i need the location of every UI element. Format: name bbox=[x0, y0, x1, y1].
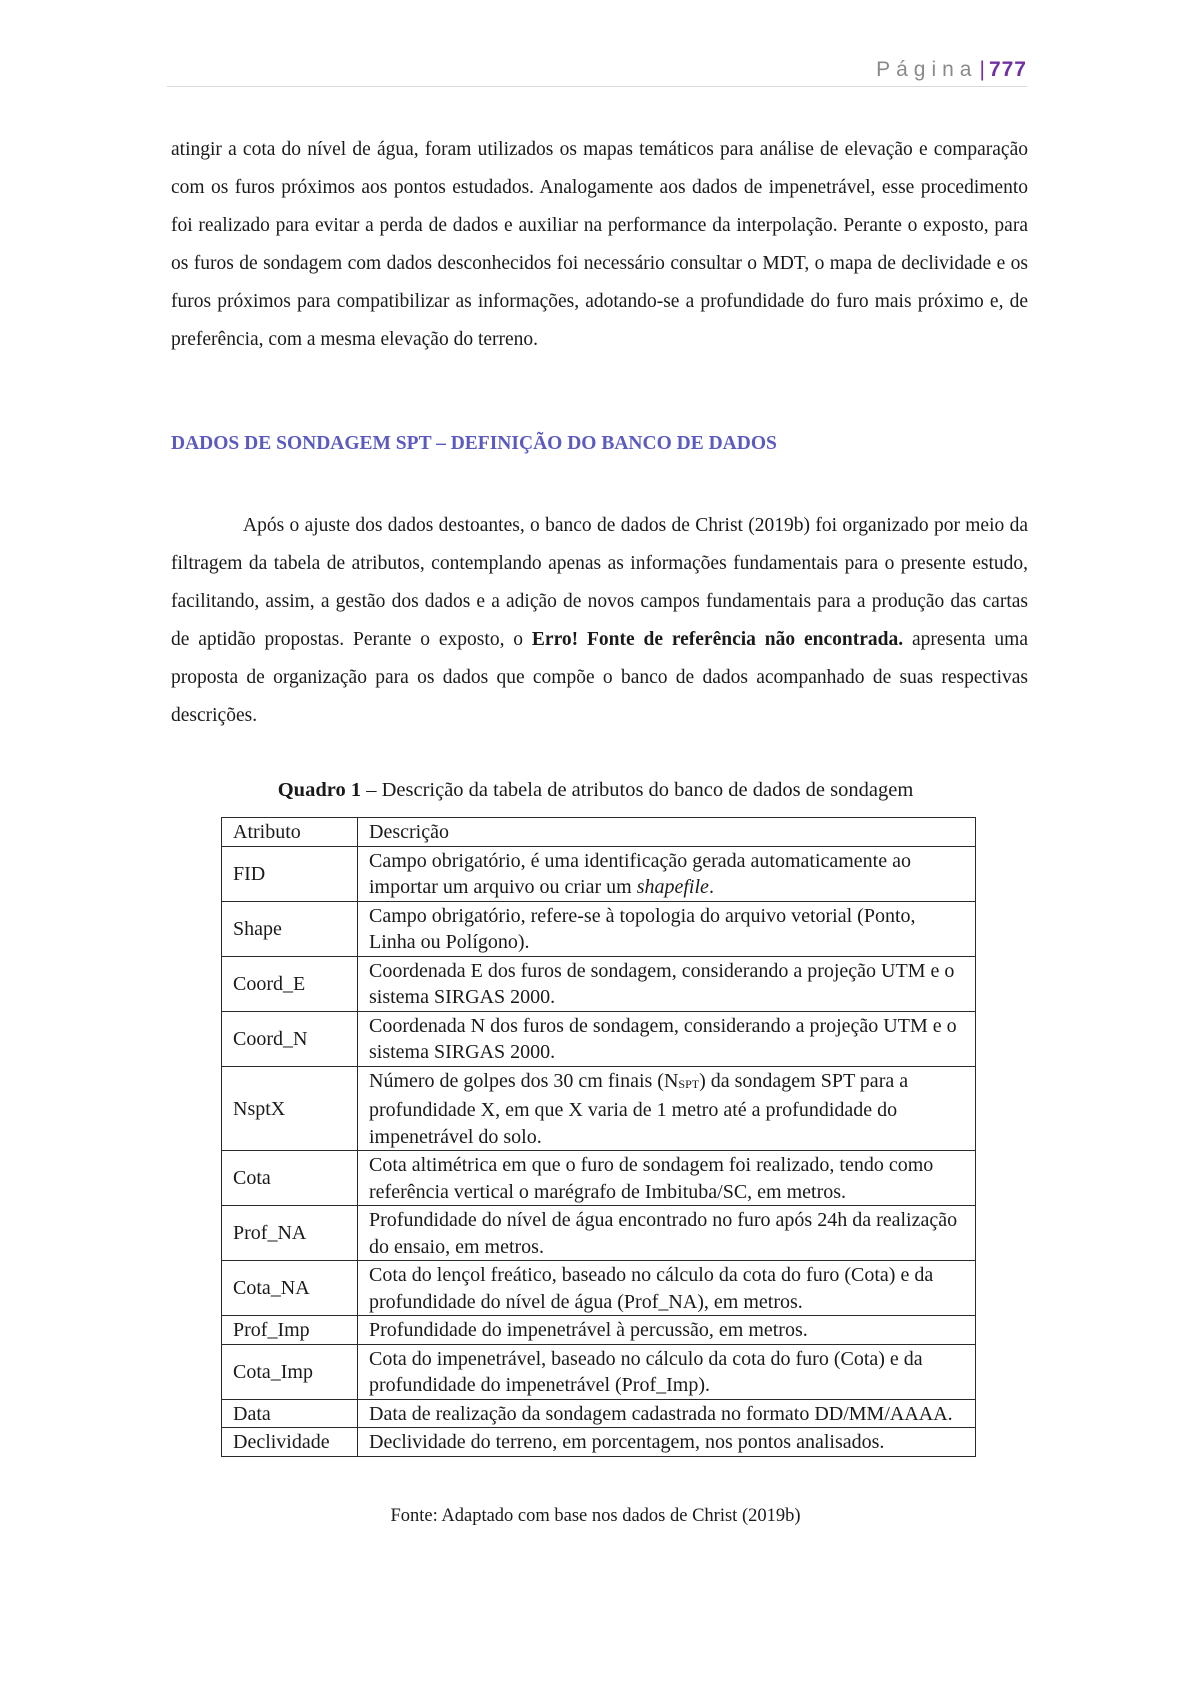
attribute-cell: Data bbox=[222, 1399, 358, 1428]
description-cell bbox=[358, 846, 976, 901]
paragraph-2-text-start: Após o ajuste dos dados destoantes, o banco de dados de Christ (2019b) foi organizado por meio da filtragem da tabela de atributos, contemplando apenas as informações fundamentais para o presente estudo, facilitando, assim, a gestão dos dados e a adição de novos campos fundamentais para a produção das cartas de aptidão propostas. Perante o exposto, o bbox=[171, 515, 1028, 650]
description-cell: Cota do impenetrável, baseado no cálculo da cota do furo (Cota) e da profundidade do impenetrável (Prof_Imp). bbox=[358, 1344, 976, 1399]
attribute-cell: Prof_Imp bbox=[222, 1316, 358, 1345]
attribute-cell: Declividade bbox=[222, 1428, 358, 1457]
paragraph-2 bbox=[171, 507, 1028, 735]
table-header-row bbox=[222, 818, 976, 847]
page-number: 777 bbox=[988, 58, 1027, 81]
attribute-cell: FID bbox=[222, 846, 358, 901]
table-row bbox=[222, 1428, 976, 1457]
caption-text: – Descrição da tabela de atributos do banco de dados de sondagem bbox=[366, 779, 914, 801]
table-row bbox=[222, 1316, 976, 1345]
table-row bbox=[222, 1261, 976, 1316]
attribute-cell: Coord_E bbox=[222, 956, 358, 1011]
description-cell: Coordenada E dos furos de sondagem, considerando a projeção UTM e o sistema SIRGAS 2000. bbox=[358, 956, 976, 1011]
description-cell: Cota do lençol freático, baseado no cálculo da cota do furo (Cota) e da profundidade do nível de água (Prof_NA), em metros. bbox=[358, 1261, 976, 1316]
description-cell: Declividade do terreno, em porcentagem, nos pontos analisados. bbox=[358, 1428, 976, 1457]
description-end: . bbox=[708, 876, 714, 898]
page-header bbox=[167, 58, 1027, 87]
page-label: Página bbox=[876, 58, 978, 81]
description-cell: Data de realização da sondagem cadastrada no formato DD/MM/AAAA. bbox=[358, 1399, 976, 1428]
description-end: ) da sondagem SPT para a profundidade X, em que X varia de 1 metro até a profundidade do impenetrável do solo. bbox=[369, 1069, 909, 1148]
attribute-cell: Coord_N bbox=[222, 1011, 358, 1066]
broken-reference[interactable]: Erro! Fonte de referência não encontrada. bbox=[531, 629, 904, 650]
attribute-cell: Cota_Imp bbox=[222, 1344, 358, 1399]
page-separator: | bbox=[979, 58, 985, 81]
description-cell: Profundidade do impenetrável à percussão, em metros. bbox=[358, 1316, 976, 1345]
description-italic: shapefile bbox=[636, 876, 709, 898]
table-row bbox=[222, 846, 976, 901]
table-row bbox=[222, 1344, 976, 1399]
description-cell: Campo obrigatório, refere-se à topologia do arquivo vetorial (Ponto, Linha ou Polígono). bbox=[358, 901, 976, 956]
description-text: Número de golpes dos 30 cm finais (N bbox=[369, 1069, 679, 1092]
spt-subscript: SPT bbox=[678, 1076, 700, 1091]
table-row bbox=[222, 1399, 976, 1428]
table-row bbox=[222, 1066, 976, 1151]
header-attribute: Atributo bbox=[222, 818, 358, 847]
attribute-cell: Cota_NA bbox=[222, 1261, 358, 1316]
section-title: DADOS DE SONDAGEM SPT – DEFINIÇÃO DO BANCO DE DADOS bbox=[171, 433, 777, 454]
attribute-cell: Prof_NA bbox=[222, 1206, 358, 1261]
caption-label: Quadro 1 bbox=[277, 779, 362, 801]
paragraph-1: atingir a cota do nível de água, foram utilizados os mapas temáticos para análise de elevação e comparação com os furos próximos aos pontos estudados. Analogamente aos dados de impenetrável, esse procedimento foi realizado para evitar a perda de dados e auxiliar na performance da interpolação. Perante o exposto, para os furos de sondagem com dados desconhecidos foi necessário consultar o MDT, o mapa de declividade e os furos próximos para compatibilizar as informações, adotando-se a profundidade do furo mais próximo e, de preferência, com a mesma elevação do terreno. bbox=[171, 139, 1028, 350]
description-text: Campo obrigatório, é uma identificação gerada automaticamente ao importar um arquivo ou criar um bbox=[369, 849, 911, 898]
table-row bbox=[222, 1206, 976, 1261]
attribute-cell: Cota bbox=[222, 1151, 358, 1206]
table-row bbox=[222, 956, 976, 1011]
description-cell: Profundidade do nível de água encontrado no furo após 24h da realização do ensaio, em metros. bbox=[358, 1206, 976, 1261]
table-row bbox=[222, 1151, 976, 1206]
table-caption bbox=[0, 779, 1191, 802]
header-description: Descrição bbox=[358, 818, 976, 847]
attribute-cell: NsptX bbox=[222, 1066, 358, 1151]
table-row bbox=[222, 1011, 976, 1066]
description-cell: Cota altimétrica em que o furo de sondagem foi realizado, tendo como referência vertical o marégrafo de Imbituba/SC, em metros. bbox=[358, 1151, 976, 1206]
attribute-table bbox=[221, 817, 976, 1457]
description-cell bbox=[358, 1066, 976, 1151]
table-row bbox=[222, 901, 976, 956]
description-cell: Coordenada N dos furos de sondagem, considerando a projeção UTM e o sistema SIRGAS 2000. bbox=[358, 1011, 976, 1066]
attribute-cell: Shape bbox=[222, 901, 358, 956]
table-source: Fonte: Adaptado com base nos dados de Christ (2019b) bbox=[390, 1506, 801, 1526]
paragraph-2-text-end: apresenta uma proposta de organização para os dados que compõe o banco de dados acompanhado de suas respectivas descrições. bbox=[171, 629, 1028, 726]
